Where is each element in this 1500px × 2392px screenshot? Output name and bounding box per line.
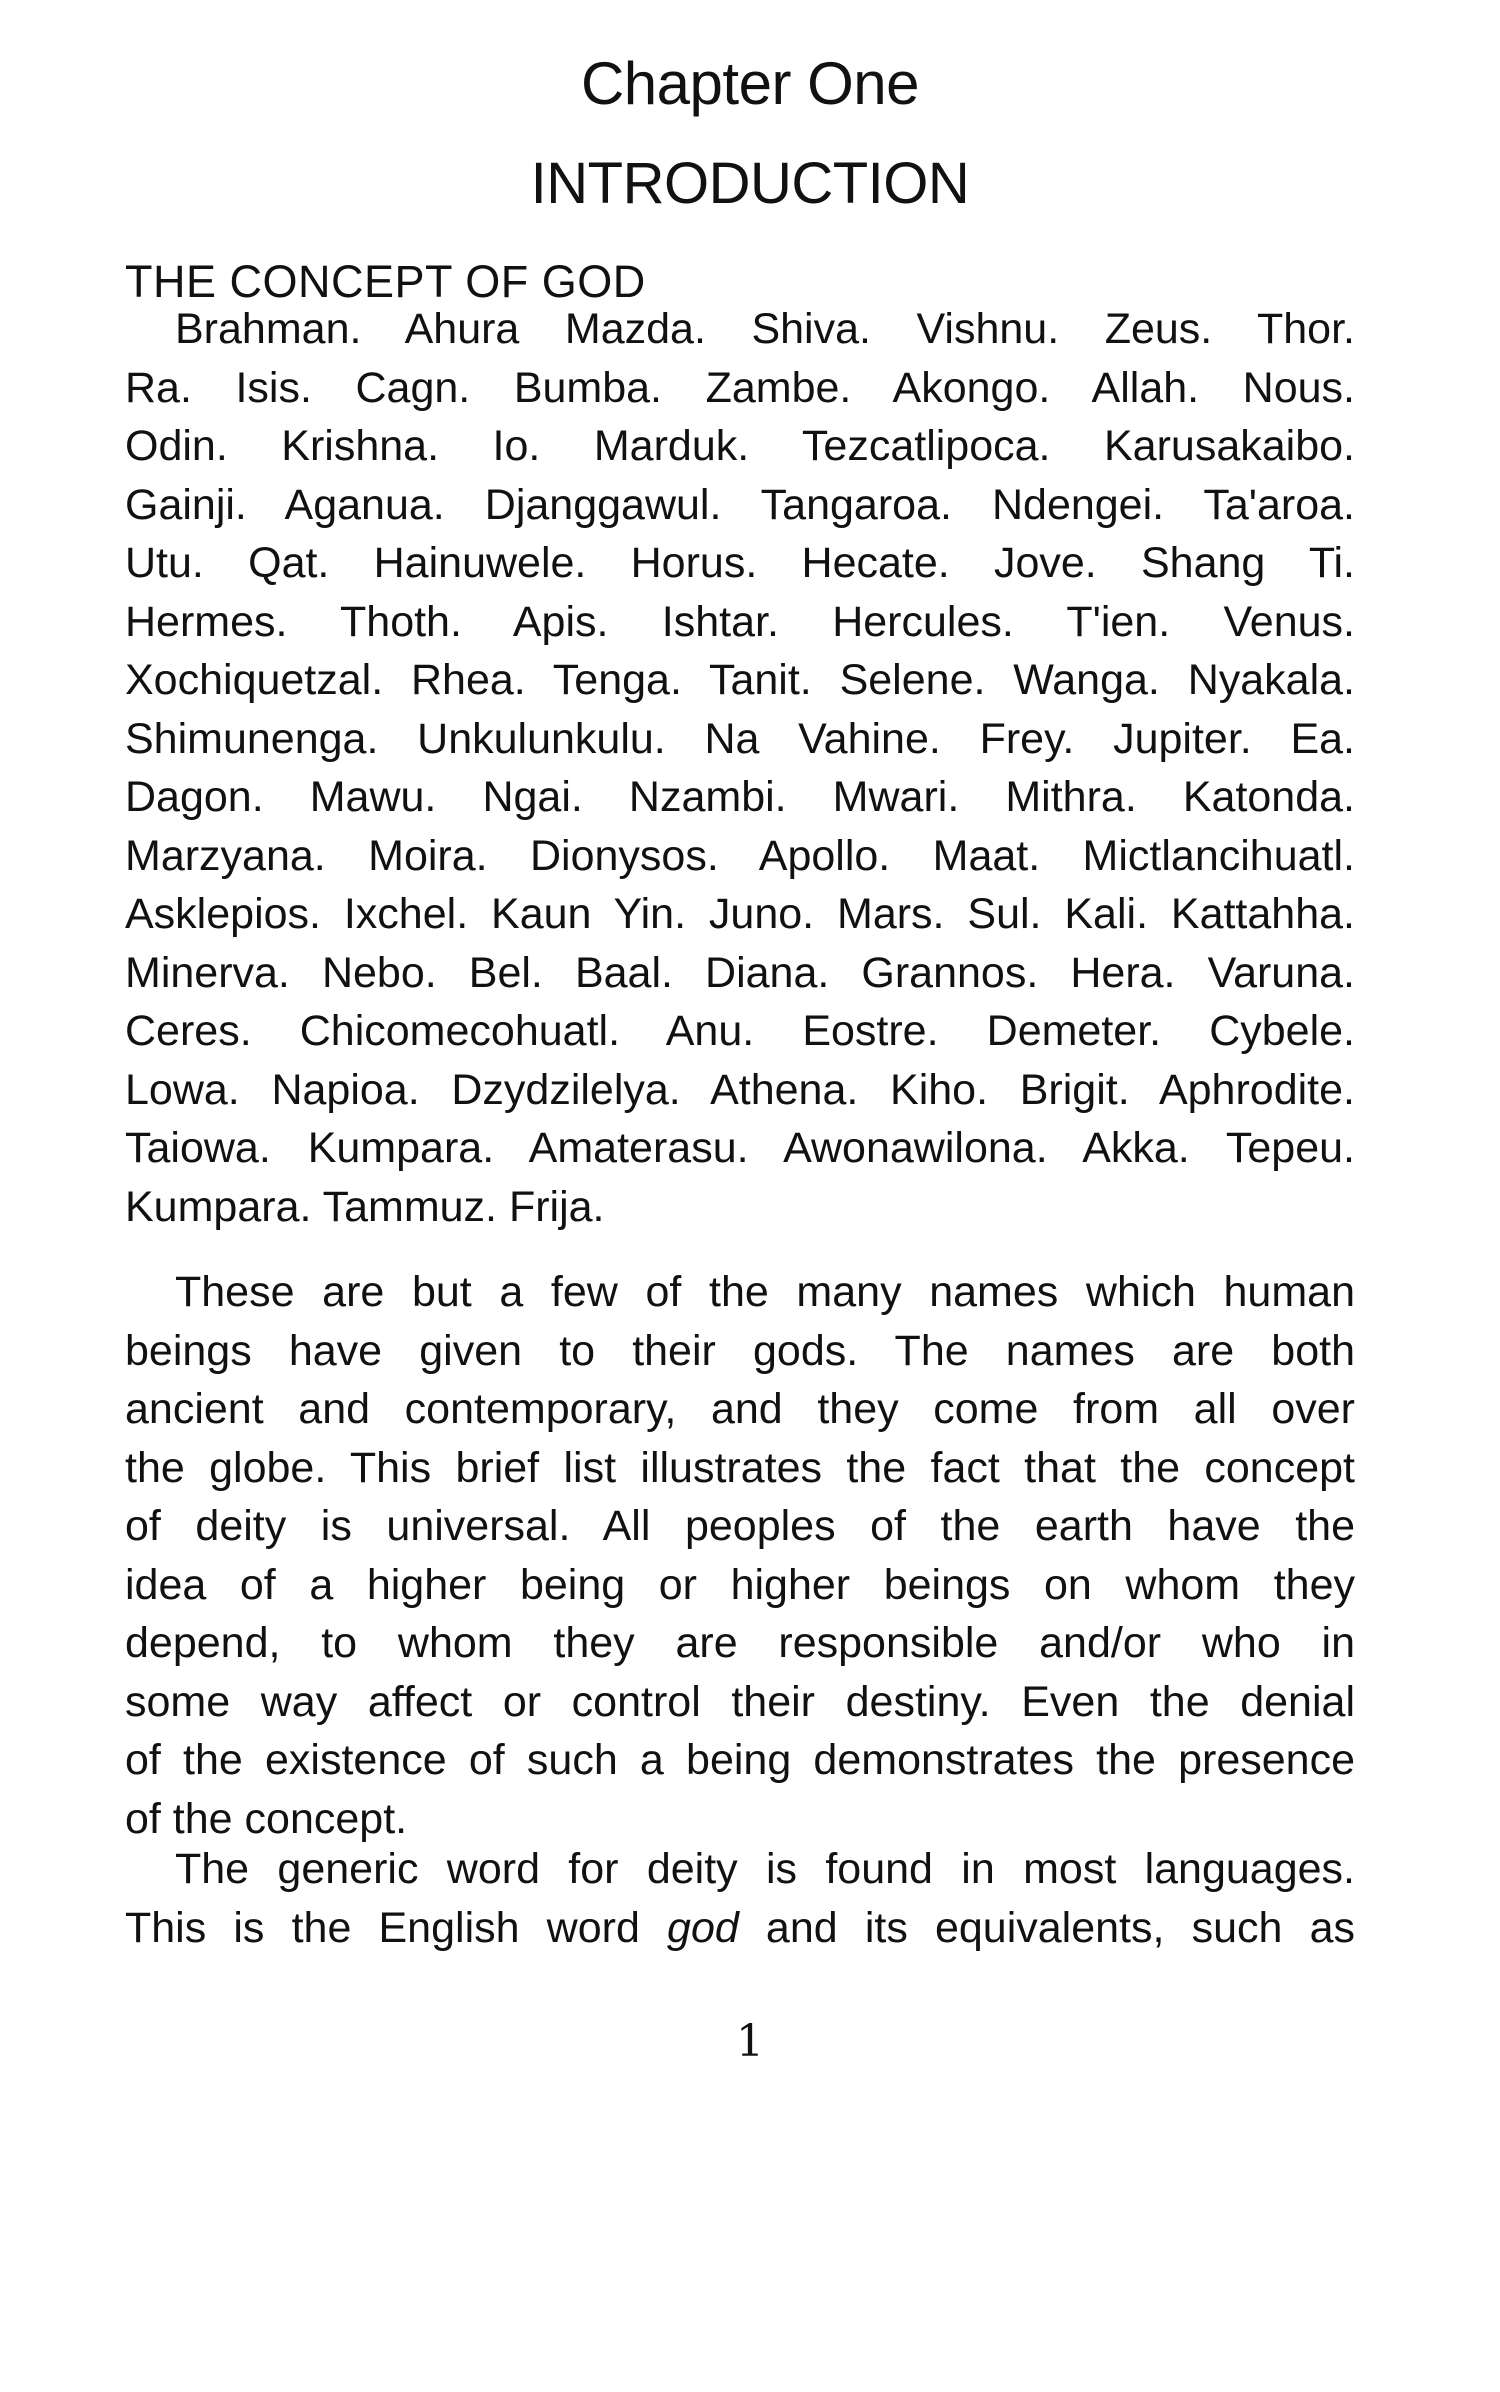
text-line: Shimunenga. Unkulunkulu. Na Vahine. Frey. Jupiter. Ea. <box>125 714 1355 763</box>
text-line: some way affect or control their destiny. Even the denial <box>125 1677 1355 1726</box>
text-line: Hermes. Thoth. Apis. Ishtar. Hercules. T'ien. Venus. <box>125 597 1355 646</box>
text-line: Minerva. Nebo. Bel. Baal. Diana. Grannos. Hera. Varuna. <box>125 948 1355 997</box>
body-paragraph <box>125 1840 1355 1957</box>
text-line: Ra. Isis. Cagn. Bumba. Zambe. Akongo. Allah. Nous. <box>125 363 1355 412</box>
text-line: of the existence of such a being demonstrates the presence <box>125 1736 1355 1784</box>
text-line: Lowa. Napioa. Dzydzilelya. Athena. Kiho. Brigit. Aphrodite. <box>125 1065 1355 1114</box>
text-line: the globe. This brief list illustrates the fact that the concept <box>125 1443 1355 1492</box>
page-number: 1 <box>736 2016 764 2067</box>
text-line: Xochiquetzal. Rhea. Tenga. Tanit. Selene. Wanga. Nyakala. <box>125 656 1355 704</box>
names-paragraph <box>125 300 1355 1236</box>
text-line: depend, to whom they are responsible and/or who in <box>125 1619 1355 1667</box>
text-line: Ceres. Chicomecohuatl. Anu. Eostre. Demeter. Cybele. <box>125 1007 1355 1055</box>
text-line: Kumpara. Tammuz. Frija. <box>125 1182 605 1231</box>
text-line: Gainji. Aganua. Djanggawul. Tangaroa. Ndengei. Ta'aroa. <box>125 480 1355 529</box>
section-heading: THE CONCEPT OF GOD <box>125 256 646 307</box>
text-line: Asklepios. Ixchel. Kaun Yin. Juno. Mars. Sul. Kali. Kattahha. <box>125 890 1355 938</box>
text-line <box>125 1899 1355 1958</box>
text-line: idea of a higher being or higher beings on whom they <box>125 1560 1355 1609</box>
text-line: Odin. Krishna. Io. Marduk. Tezcatlipoca. Karusakaibo. <box>125 422 1355 470</box>
text-line: The generic word for deity is found in most languages. <box>175 1845 1355 1893</box>
emphasized-word: god <box>667 1903 739 1952</box>
text-line: of the concept. <box>125 1794 408 1843</box>
chapter-title: INTRODUCTION <box>530 151 970 216</box>
text-line: ancient and contemporary, and they come from all over <box>125 1385 1355 1433</box>
chapter-label: Chapter One <box>580 50 920 117</box>
text-line: These are but a few of the many names which human <box>175 1268 1355 1316</box>
text-line: Dagon. Mawu. Ngai. Nzambi. Mwari. Mithra. Katonda. <box>125 773 1355 821</box>
body-paragraph <box>125 1263 1355 1848</box>
text-line: Utu. Qat. Hainuwele. Horus. Hecate. Jove. Shang Ti. <box>125 539 1355 587</box>
text-line: Taiowa. Kumpara. Amaterasu. Awonawilona. Akka. Tepeu. <box>125 1124 1355 1172</box>
text-line: Marzyana. Moira. Dionysos. Apollo. Maat. Mictlancihuatl. <box>125 831 1355 880</box>
text-fragment: This is the English word <box>125 1903 668 1952</box>
text-fragment: and its equivalents, such as <box>738 1903 1355 1952</box>
text-line: of deity is universal. All peoples of the earth have the <box>125 1502 1355 1550</box>
text-line: beings have given to their gods. The names are both <box>125 1326 1355 1375</box>
text-line: Brahman. Ahura Mazda. Shiva. Vishnu. Zeus. Thor. <box>175 305 1355 353</box>
